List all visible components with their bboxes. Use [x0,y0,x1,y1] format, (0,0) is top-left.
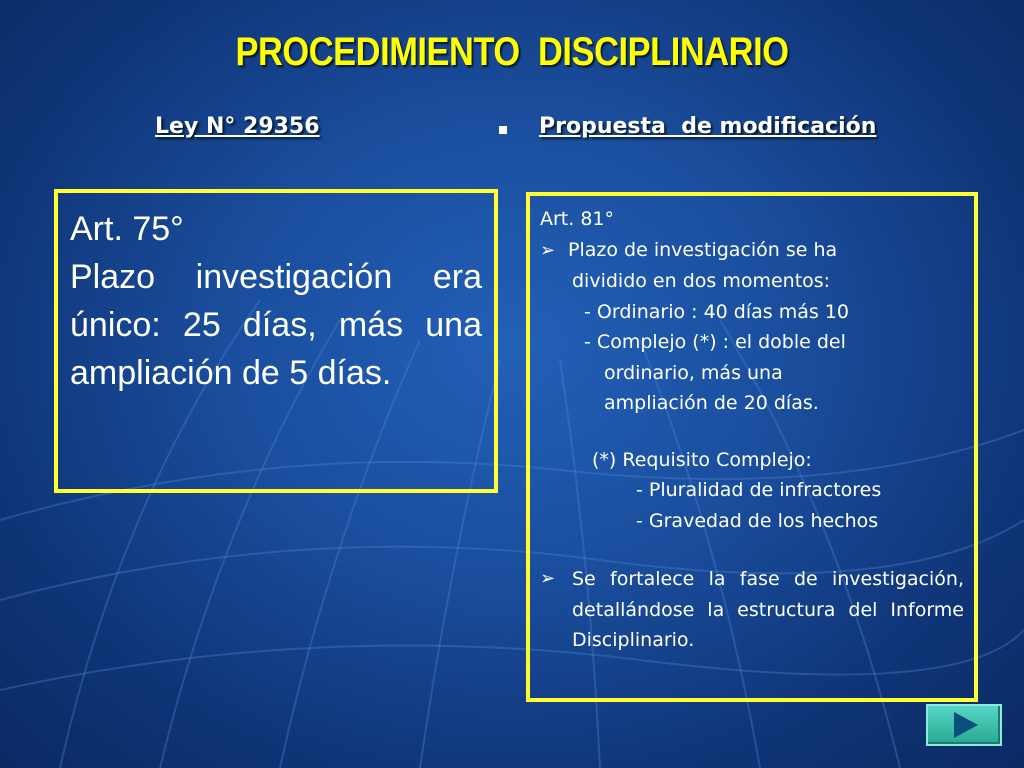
complejo-line-1: - Complejo (*) : el doble del [578,331,846,353]
proposal-item-1-line-1: ➢ Plazo de investigación se ha [540,235,964,267]
arrow-bullet-icon: ➢ [540,239,556,261]
square-bullet-icon [499,126,507,134]
slide-title: PROCEDIMIENTO DISCIPLINARIO [235,30,789,74]
proposal-box [526,192,978,702]
right-column-heading: Propuesta de modificación [539,114,877,139]
arrow-bullet-icon: ➢ [540,568,556,589]
requisito-item-1: - Pluralidad de infractores [636,479,882,501]
proposal-item-2: ➢ Se fortalece la fase de investigación, detallándose la estructura del Informe Disciplinario. [540,564,964,656]
next-slide-button[interactable] [926,704,1002,746]
requisito-item-2: - Gravedad de los hechos [636,509,879,532]
complejo-line-2: ordinario, más una [604,361,783,384]
left-column-heading: Ley N° 29356 [155,114,320,139]
left-article-label: Art. 75° [70,210,184,248]
complejo-line-3: ampliación de 20 días. [604,392,819,414]
spacer [540,536,964,564]
play-triangle-icon [954,712,978,738]
left-article-text: Plazo investigación era único: 25 días, más una ampliación de 5 días. [70,258,482,392]
current-law-box [54,189,498,493]
right-article-label: Art. 81° [540,208,615,230]
requisito-title: (*) Requisito Complejo: [592,448,812,471]
spacer [540,419,964,445]
ordinario-line: - Ordinario : 40 días más 10 [578,300,849,323]
proposal-item-1-line-2: dividido en dos momentos: [572,270,831,292]
